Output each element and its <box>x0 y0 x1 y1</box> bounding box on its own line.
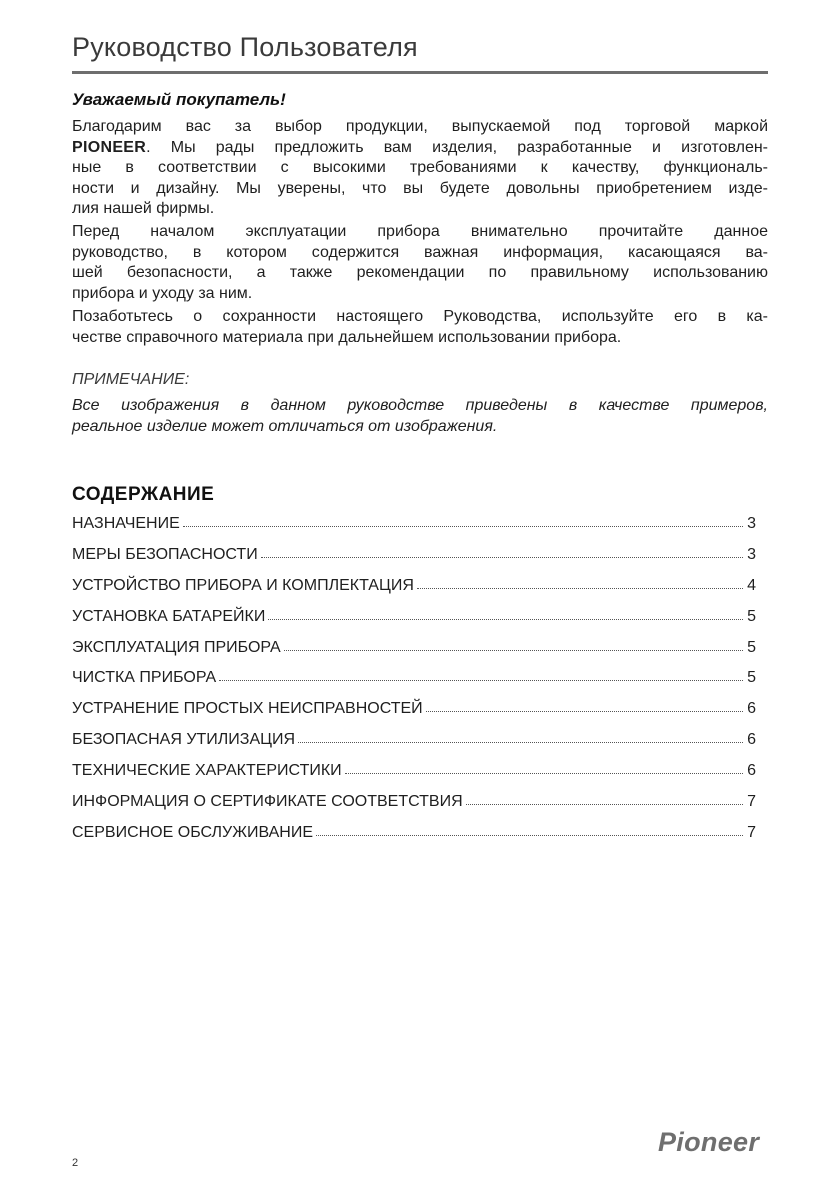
toc-entry-label: ИНФОРМАЦИЯ О СЕРТИФИКАТЕ СООТВЕТСТВИЯ <box>72 793 463 811</box>
toc-entry-page: 6 <box>747 762 756 780</box>
toc-entry-label: МЕРЫ БЕЗОПАСНОСТИ <box>72 545 258 563</box>
toc-entry-page: 5 <box>747 607 756 625</box>
page-number: 2 <box>72 1157 79 1169</box>
intro-paragraph-2 <box>72 222 768 304</box>
toc-entry-page: 6 <box>747 700 756 718</box>
toc-entry[interactable] <box>72 700 756 731</box>
toc-dot-leader <box>316 835 743 836</box>
toc-entry[interactable] <box>72 824 756 855</box>
greeting-heading: Уважаемый покупатель! <box>72 90 286 109</box>
text-line: Все изображения в данном руководстве приведены в качестве примеров, <box>72 397 768 414</box>
note-text <box>72 396 768 437</box>
text-line <box>72 138 768 159</box>
table-of-contents <box>72 515 756 855</box>
text-line: руководство, в котором содержится важная информация, касающаяся ва- <box>72 243 768 261</box>
text-line: прибора и уходу за ним. <box>72 284 253 302</box>
toc-entry-label: УСТРОЙСТВО ПРИБОРА И КОМПЛЕКТАЦИЯ <box>72 576 414 594</box>
toc-dot-leader <box>284 650 743 651</box>
toc-entry[interactable] <box>72 577 756 608</box>
toc-entry-page: 3 <box>747 545 756 563</box>
toc-entry-label: УСТАНОВКА БАТАРЕЙКИ <box>72 607 266 625</box>
toc-entry-page: 4 <box>747 576 756 594</box>
brand-logo: Pioneer <box>658 1127 760 1157</box>
toc-dot-leader <box>183 526 743 527</box>
toc-entry-label: ЭКСПЛУАТАЦИЯ ПРИБОРА <box>72 638 281 656</box>
toc-entry-label: ЧИСТКА ПРИБОРА <box>72 669 217 687</box>
toc-entry[interactable] <box>72 546 756 577</box>
page-header-title: Руководство Пользователя <box>72 32 418 62</box>
text-line: Позаботьтесь о сохранности настоящего Руководства, используйте его в ка- <box>72 308 768 325</box>
text-line: ные в соответствии с высокими требованиями к качеству, функциональ- <box>72 159 768 176</box>
text-line: честве справочного материала при дальнейшем использовании прибора. <box>72 328 622 346</box>
text-line: лия нашей фирмы. <box>72 200 215 217</box>
toc-dot-leader <box>426 711 743 712</box>
toc-entry-page: 6 <box>747 731 756 749</box>
text-line: ности и дизайну. Мы уверены, что вы будете довольны приобретением изде- <box>72 179 768 197</box>
text-line: Благодарим вас за выбор продукции, выпускаемой под торговой маркой <box>72 118 768 135</box>
toc-entry[interactable] <box>72 608 756 639</box>
toc-dot-leader <box>268 619 743 620</box>
toc-dot-leader <box>417 588 743 589</box>
toc-entry-label: БЕЗОПАСНАЯ УТИЛИЗАЦИЯ <box>72 731 296 749</box>
intro-paragraph-1 <box>72 117 768 220</box>
text-line: реальное изделие может отличаться от изображения. <box>72 417 498 435</box>
toc-entry-page: 3 <box>747 515 756 532</box>
toc-dot-leader <box>466 804 743 805</box>
toc-entry-label: УСТРАНЕНИЕ ПРОСТЫХ НЕИСПРАВНОСТЕЙ <box>72 700 423 718</box>
toc-entry[interactable] <box>72 639 756 670</box>
toc-entry-label: ТЕХНИЧЕСКИЕ ХАРАКТЕРИСТИКИ <box>72 762 342 780</box>
toc-entry-label: СЕРВИСНОЕ ОБСЛУЖИВАНИЕ <box>72 823 314 841</box>
toc-entry-page: 5 <box>747 638 756 656</box>
toc-entry-page: 5 <box>747 669 756 687</box>
toc-dot-leader <box>261 557 743 558</box>
toc-entry-page: 7 <box>747 793 756 811</box>
header-divider <box>72 71 768 74</box>
intro-paragraph-3 <box>72 307 768 348</box>
toc-dot-leader <box>219 680 743 681</box>
toc-entry[interactable] <box>72 731 756 762</box>
toc-dot-leader <box>298 742 743 743</box>
toc-entry-label: НАЗНАЧЕНИЕ <box>72 515 180 532</box>
toc-entry[interactable] <box>72 762 756 793</box>
toc-entry[interactable] <box>72 515 756 546</box>
brand-name: PIONEER <box>72 138 147 156</box>
toc-entry[interactable] <box>72 669 756 700</box>
toc-entry-page: 7 <box>747 823 756 841</box>
text-line: Перед началом эксплуатации прибора внимательно прочитайте данное <box>72 223 768 240</box>
toc-heading: СОДЕРЖАНИЕ <box>72 484 215 505</box>
toc-dot-leader <box>345 773 743 774</box>
text-line: шей безопасности, а также рекомендации по правильному использованию <box>72 264 768 281</box>
toc-entry[interactable] <box>72 793 756 824</box>
note-label: ПРИМЕЧАНИЕ: <box>72 371 190 388</box>
text-fragment: . Мы рады предложить вам изделия, разработанные и изготовлен- <box>146 138 768 156</box>
